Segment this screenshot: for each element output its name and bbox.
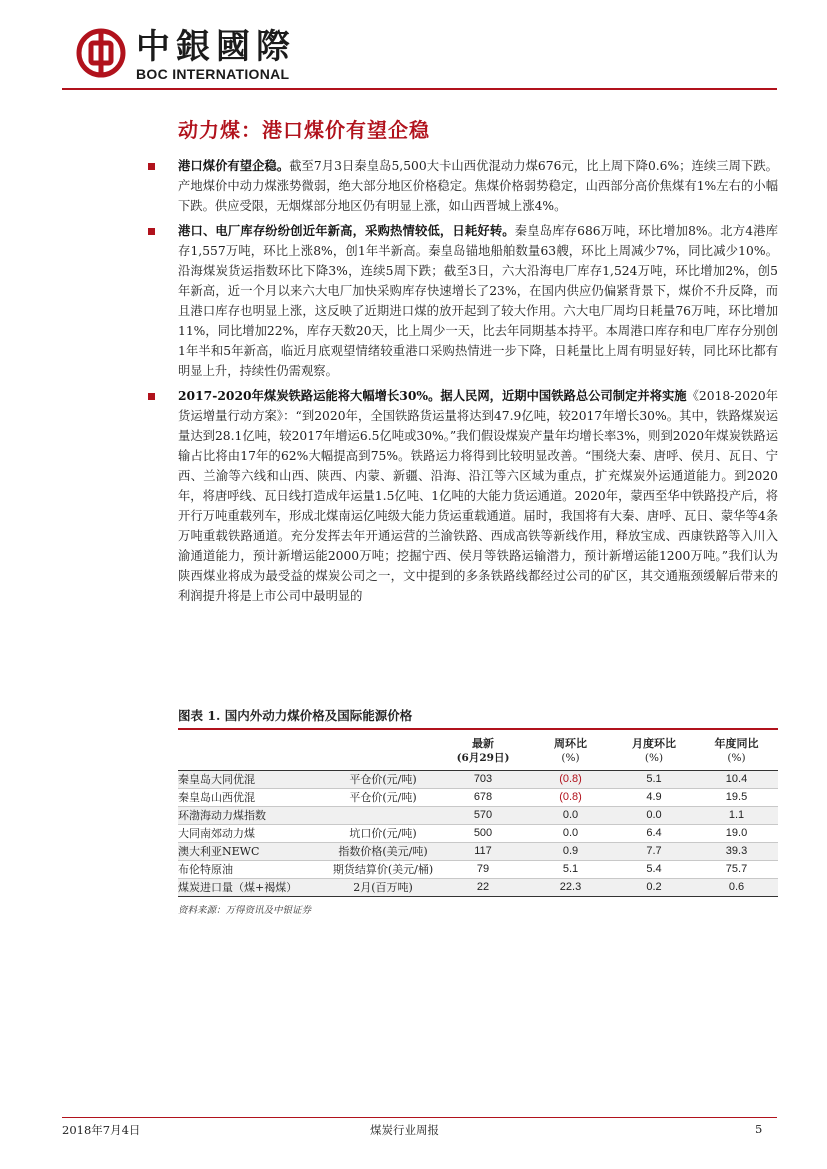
row-unit: 指数价格(美元/吨) (328, 843, 438, 861)
header-latest-date: (6月29日) (438, 751, 528, 771)
bullet-item (178, 221, 778, 381)
row-latest: 79 (438, 861, 528, 879)
logo-chinese-name: 中銀國際 (136, 27, 296, 67)
table-row (178, 843, 778, 861)
logo-english-name: BOC INTERNATIONAL (136, 66, 290, 82)
row-yoy: 19.0 (695, 825, 778, 843)
row-unit: 期货结算价(美元/桶) (328, 861, 438, 879)
row-mom: 5.4 (613, 861, 695, 879)
bullet-square-icon (148, 163, 155, 170)
bullet-square-icon (148, 393, 155, 400)
bullet-item (178, 386, 778, 606)
row-mom: 0.2 (613, 879, 695, 897)
bullet-list (178, 156, 778, 611)
row-wow: 5.1 (528, 861, 613, 879)
row-wow: 0.0 (528, 807, 613, 825)
row-yoy: 0.6 (695, 879, 778, 897)
row-unit: 坑口价(元/吨) (328, 825, 438, 843)
table-source-note: 资料来源：万得资讯及中银证券 (178, 905, 312, 916)
row-latest: 22 (438, 879, 528, 897)
section-title: 动力煤：港口煤价有望企稳 (178, 118, 430, 142)
bullet-square-icon (148, 228, 155, 235)
row-unit (328, 807, 438, 825)
row-latest: 117 (438, 843, 528, 861)
row-latest: 703 (438, 771, 528, 789)
row-name: 秦皇岛山西优混 (178, 789, 328, 807)
row-mom: 4.9 (613, 789, 695, 807)
footer-report-name: 煤炭行业周报 (370, 1123, 439, 1137)
bullet-body: 截至7月3日秦皇岛5,500大卡山西优混动力煤676元，比上周下降0.6%；连续三周下跌。产地煤价中动力煤涨势微弱，绝大部分地区价格稳定。焦煤价格弱势稳定，山西部分高价焦煤有1%左右的小幅下跌。供应受限，无烟煤部分地区仍有明显上涨，如山西晋城上涨4%。 (178, 159, 778, 213)
boc-logo (70, 28, 310, 84)
header-divider (62, 88, 777, 90)
row-mom: 7.7 (613, 843, 695, 861)
row-yoy: 10.4 (695, 771, 778, 789)
row-name: 澳大利亚NEWC (178, 843, 328, 861)
row-name: 大同南郊动力煤 (178, 825, 328, 843)
row-wow: 0.9 (528, 843, 613, 861)
row-unit: 平仓价(元/吨) (328, 789, 438, 807)
row-mom: 0.0 (613, 807, 695, 825)
header-wow: 周环比 (554, 737, 587, 750)
row-wow: (0.8) (528, 789, 613, 807)
table-row (178, 771, 778, 789)
row-wow: (0.8) (528, 771, 613, 789)
price-table-section (178, 706, 778, 916)
bullet-body: 《2018-2020年货运增量行动方案》：“到2020年，全国铁路货运量将达到47.9亿吨，较2017年增长30%。其中，铁路煤炭运量达到28.1亿吨，较2017年增运6.5亿吨或30%。”我们假设煤炭产量年均增长率3%，则到2020年煤炭铁路运输占比将由17年的62%大幅提高到75%。铁路运力将得到比较明显改善。“围绕大秦、唐呼、侯月、瓦日、宁西、兰渝等六线和山西、陕西、内蒙、新疆、沿海、沿江等六区域为重点，扩充煤炭外运通道能力。到2020年，将唐呼线、瓦日线打造成年运量1.5亿吨、1亿吨的大能力货运通道。2020年，蒙西至华中铁路投产后，将开行万吨重载列车，形成北煤南运亿吨级大能力货运重载通道。届时，我国将有大秦、唐呼、瓦日、蒙华等4条万吨重载铁路通道。充分发挥去年开通运营的兰渝铁路、西成高铁等新线作用，释放宝成、西康铁路等入川入渝通道能力，预计新增运能2000万吨；挖掘宁西、侯月等铁路运输潜力，预计新增运能1200万吨。”我们认为陕西煤业将成为最受益的煤炭公司之一，文中提到的多条铁路线都经过公司的矿区，其交通瓶颈缓解后带来的利润提升将是上市公司中最明显的 (178, 389, 778, 603)
row-mom: 5.1 (613, 771, 695, 789)
page-number: 5 (755, 1122, 763, 1136)
row-latest: 678 (438, 789, 528, 807)
table-title: 图表 1. 国内外动力煤价格及国际能源价格 (178, 706, 778, 730)
row-yoy: 19.5 (695, 789, 778, 807)
table-row (178, 861, 778, 879)
table-row (178, 807, 778, 825)
table-row (178, 879, 778, 897)
row-yoy: 75.7 (695, 861, 778, 879)
footer-divider (62, 1117, 777, 1118)
row-name: 秦皇岛大同优混 (178, 771, 328, 789)
header-yoy-unit: (%) (695, 751, 778, 771)
bullet-lead: 港口煤价有望企稳。 (178, 158, 290, 173)
header-mom-unit: (%) (613, 751, 695, 771)
row-name: 环渤海动力煤指数 (178, 807, 328, 825)
footer-date: 2018年7月4日 (62, 1123, 141, 1137)
header-wow-unit: (%) (528, 751, 613, 771)
row-latest: 570 (438, 807, 528, 825)
header-latest: 最新 (472, 737, 494, 750)
boc-emblem-icon (76, 28, 126, 78)
price-table (178, 730, 778, 897)
row-name: 布伦特原油 (178, 861, 328, 879)
row-latest: 500 (438, 825, 528, 843)
row-unit: 2月(百万吨) (328, 879, 438, 897)
row-wow: 22.3 (528, 879, 613, 897)
bullet-lead: 2017-2020年煤炭铁路运能将大幅增长30%。据人民网，近期中国铁路总公司制定并将实施 (178, 388, 687, 403)
header-mom: 月度环比 (632, 737, 676, 750)
row-mom: 6.4 (613, 825, 695, 843)
bullet-body: 秦皇岛库存686万吨，环比增加8%。北方4港库存1,557万吨，环比上涨8%，创1年半新高。秦皇岛锚地船舶数量63艘，环比上周减少7%，同比减少10%。沿海煤炭货运指数环比下降3%，连续5周下跌；截至3日，六大沿海电厂库存1,524万吨，环比增加2%，创5年新高，近一个月以来六大电厂加快采购库存快速增长了23%，在国内供应仍偏紧背景下，煤价不升反降，而且港口库存也明显上涨，这反映了近期进口煤的放开起到了较大作用。六大电厂周均日耗量76万吨，环比增加11%，同比增加22%，库存天数20天，比上周少一天，比去年同期基本持平。本周港口库存和电厂库存分别创1年半和5年新高，临近月底观望情绪较重港口采购热情进一步下降，日耗量比上周有明显好转，同比环比都有明显上升，持续性仍需观察。 (178, 224, 778, 378)
table-row (178, 789, 778, 807)
header-yoy: 年度同比 (714, 737, 759, 750)
row-name: 煤炭进口量（煤+褐煤） (178, 879, 328, 897)
row-unit: 平仓价(元/吨) (328, 771, 438, 789)
row-yoy: 1.1 (695, 807, 778, 825)
row-wow: 0.0 (528, 825, 613, 843)
bullet-lead: 港口、电厂库存纷纷创近年新高，采购热情较低，日耗好转。 (178, 223, 515, 238)
bullet-item (178, 156, 778, 216)
row-yoy: 39.3 (695, 843, 778, 861)
table-row (178, 825, 778, 843)
